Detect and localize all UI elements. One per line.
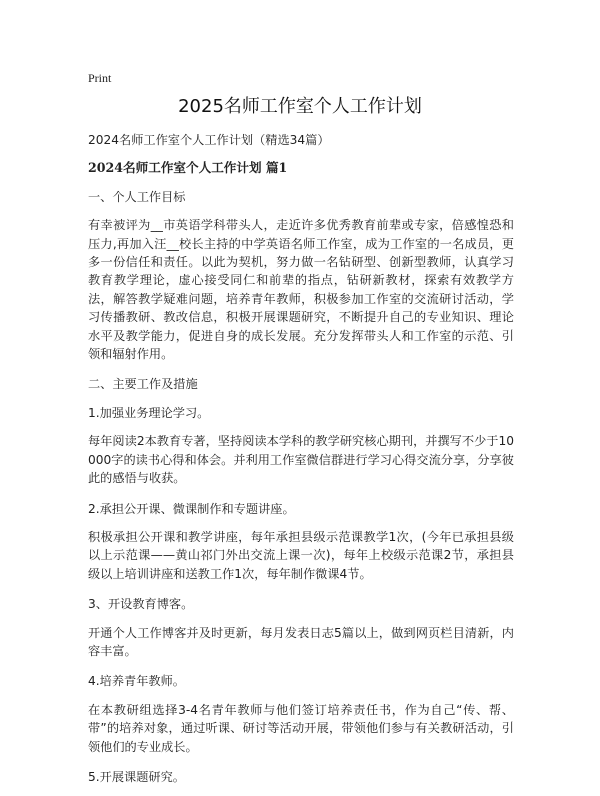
paragraph: 开通个人工作博客并及时更新，每月发表日志5篇以上，做到网页栏目清新，内容丰富。 bbox=[88, 625, 514, 658]
document-subtitle: 2024名师工作室个人工作计划（精选34篇） bbox=[88, 133, 330, 147]
paragraph: 每年阅读2本教育专著，坚持阅读本学科的教学研究核心期刊，并撰写不少于10000字的读书心得和体会。并利用工作室微信群进行学习心得交流分享，分享彼此的感悟与收获。 bbox=[88, 434, 514, 486]
paragraph: 有幸被评为__市英语学科带头人，走近许多优秀教育前辈或专家，倍感惶恐和压力,再加入汪__校长主持的中学英语名师工作室，成为工作室的一名成员，更多一份信任和责任。以此为契机，努力做一名钻研型、创新型教师，认真学习教育教学理论，虚心接受同仁和前辈的指点，钻研新教材，探索有效教学方法，解答教学疑难问题，培养青年教师，积极参加工作室的交流研讨活动，学习传播教研、教改信息，积极开展课题研究，不断提升自己的专业知识、理论水平及教学能力，促进自身的成长发展。充分发挥带头人和工作室的示范、引领和辐射作用。 bbox=[88, 218, 514, 362]
list-item-heading: 3、开设教育博客。 bbox=[88, 597, 194, 612]
section-heading: 二、主要工作及措施 bbox=[88, 377, 198, 392]
list-item-heading: 1.加强业务理论学习。 bbox=[88, 405, 210, 420]
print-link[interactable]: Print bbox=[88, 71, 112, 85]
list-item-heading: 5.开展课题研究。 bbox=[88, 769, 185, 784]
list-item-heading: 2.承担公开课、微课制作和专题讲座。 bbox=[88, 501, 295, 516]
page-title: 2025名师工作室个人工作计划 bbox=[178, 96, 422, 117]
paragraph: 积极承担公开课和教学讲座，每年承担县级示范课教学1次，(今年已承担县级以上示范课——黄山祁门外出交流上课一次)，每年上校级示范课2节，承担县级以上培训讲座和送教工作1次，每年制作微课4节。 bbox=[88, 529, 514, 581]
paragraph: 在本教研组选择3-4名青年教师与他们签订培养责任书，作为自己“传、帮、带”的培养对象，通过听课、研讨等活动开展，带领他们参与有关教研活动，引领他们的专业成长。 bbox=[88, 702, 514, 754]
article-heading: 2024名师工作室个人工作计划 篇1 bbox=[88, 160, 288, 176]
document-body bbox=[88, 131, 514, 796]
list-item-heading: 4.培养青年教师。 bbox=[88, 674, 185, 689]
section-heading: 一、个人工作目标 bbox=[88, 189, 186, 204]
